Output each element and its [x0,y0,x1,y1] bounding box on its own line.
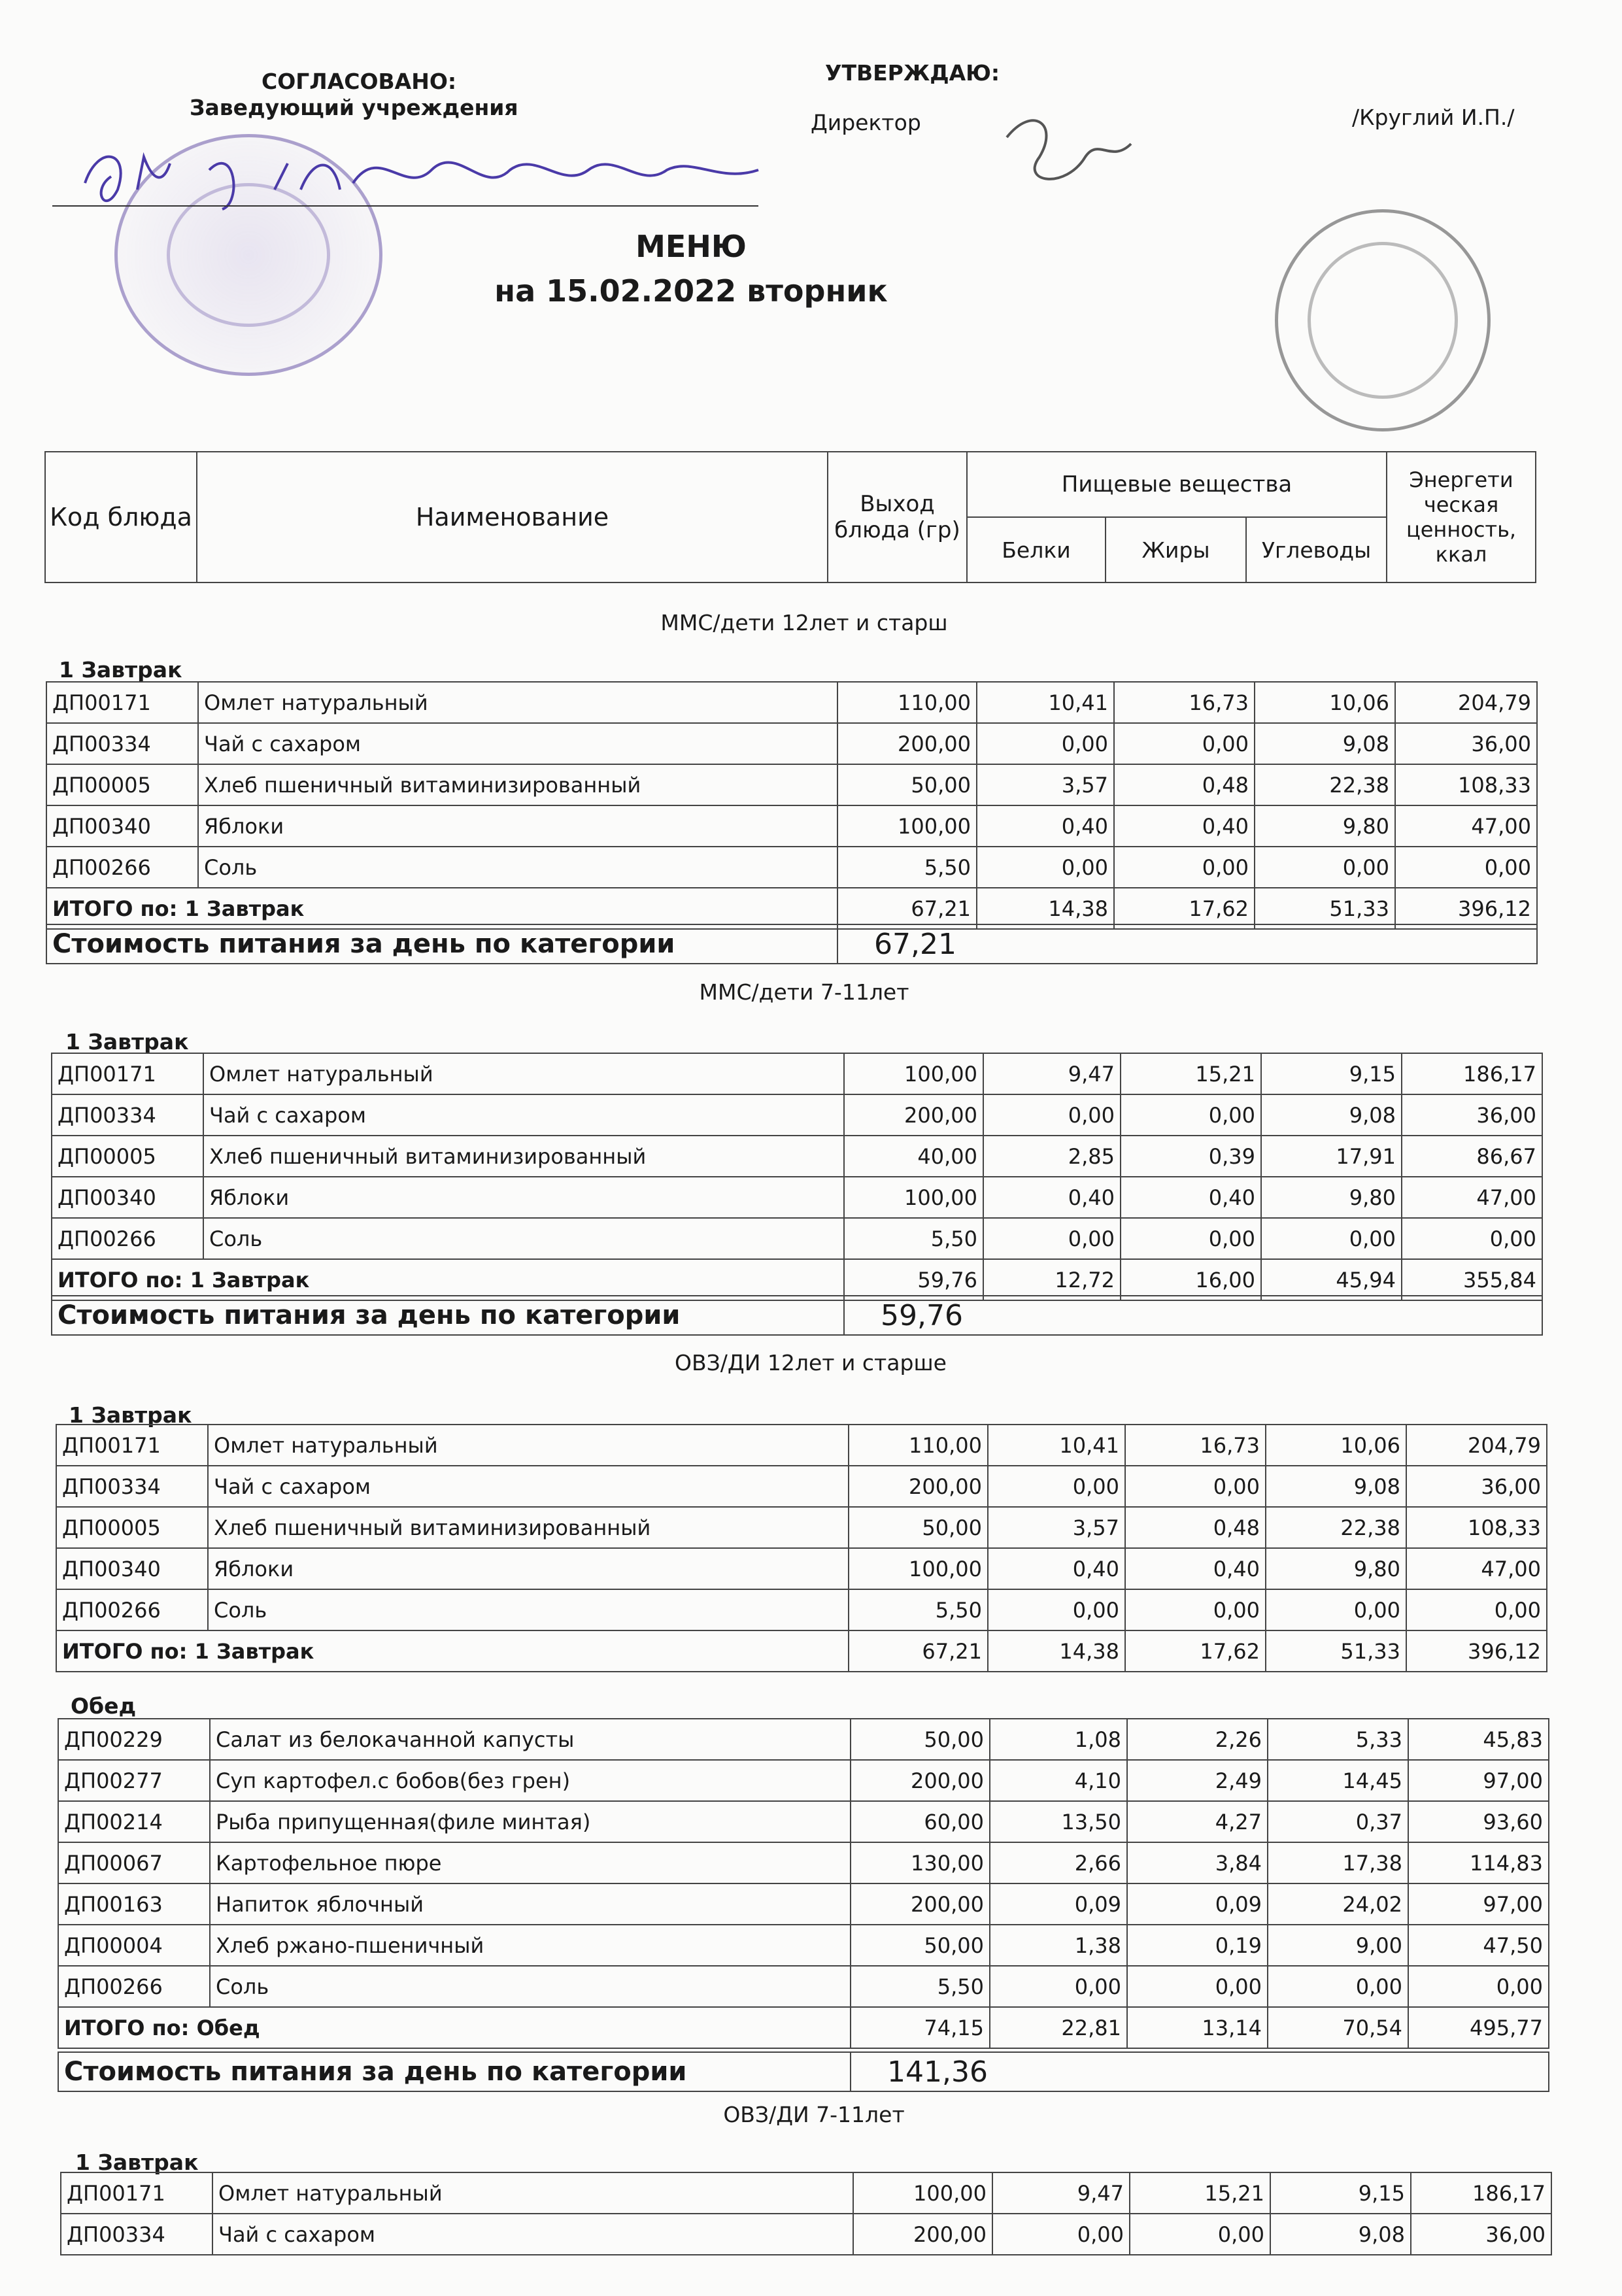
dish-energy: 204,79 [1406,1425,1547,1466]
cost-label: Стоимость питания за день по категории [52,1296,844,1335]
total-energy: 355,84 [1402,1259,1542,1300]
dish-fat: 2,26 [1127,1719,1268,1760]
total-fat: 13,14 [1127,2007,1268,2048]
dish-carbs: 0,37 [1268,1801,1408,1842]
confirm-label: УТВЕРЖДАЮ: [825,60,1000,86]
dish-yield: 100,00 [853,2172,992,2214]
dish-yield: 40,00 [844,1136,983,1177]
dish-yield: 200,00 [849,1466,988,1507]
total-label: ИТОГО по: 1 Завтрак [52,1259,844,1300]
dish-name: Яблоки [198,805,837,847]
total-row [46,888,1537,929]
table-row [46,847,1537,888]
dish-fat: 0,39 [1121,1136,1261,1177]
total-row [58,2007,1549,2048]
dish-energy: 204,79 [1395,682,1537,723]
dish-code: ДП00340 [46,805,198,847]
menu-table [58,1718,1549,2049]
section-rows [46,682,1537,929]
approved-role: Заведующий учреждения [190,95,518,120]
dish-fat: 0,19 [1127,1925,1268,1966]
dish-energy: 0,00 [1402,1218,1542,1259]
dish-protein: 9,47 [983,1053,1121,1094]
menu-table [46,681,1538,930]
dish-carbs: 9,80 [1255,805,1395,847]
dish-fat: 16,73 [1125,1425,1266,1466]
table-row [58,1760,1549,1801]
dish-carbs: 5,33 [1268,1719,1408,1760]
total-label: ИТОГО по: Обед [58,2007,851,2048]
dish-name: Чай с сахаром [198,723,837,764]
cost-label: Стоимость питания за день по категории [46,924,837,964]
cost-table [46,924,1538,964]
table-row [61,2214,1551,2255]
dish-protein: 0,40 [977,805,1114,847]
dish-protein: 2,66 [990,1842,1127,1883]
dish-energy: 47,00 [1406,1548,1547,1589]
dish-carbs: 9,08 [1270,2214,1411,2255]
dish-carbs: 9,00 [1268,1925,1408,1966]
cost-table [51,1295,1543,1336]
category-title: ОВЗ/ДИ 7-11лет [723,2102,905,2127]
menu-table [60,2172,1552,2255]
cost-value: 141,36 [851,2052,1549,2091]
dish-carbs: 9,08 [1261,1094,1402,1136]
table-row [46,764,1537,805]
dish-code: ДП00005 [52,1136,203,1177]
dish-code: ДП00171 [46,682,198,723]
table-row [61,2172,1551,2214]
total-label: ИТОГО по: 1 Завтрак [46,888,837,929]
dish-protein: 2,85 [983,1136,1121,1177]
dish-protein: 9,47 [992,2172,1130,2214]
page-title: МЕНЮ [635,229,747,264]
dish-code: ДП00163 [58,1883,210,1925]
dish-code: ДП00266 [52,1218,203,1259]
dish-carbs: 9,08 [1266,1466,1406,1507]
dish-name: Хлеб ржано-пшеничный [210,1925,851,1966]
dish-code: ДП00266 [58,1966,210,2007]
dish-energy: 108,33 [1395,764,1537,805]
dish-code: ДП00005 [46,764,198,805]
dish-energy: 0,00 [1406,1589,1547,1630]
dish-protein: 0,00 [977,847,1114,888]
dish-protein: 0,00 [983,1218,1121,1259]
dish-energy: 47,00 [1402,1177,1542,1218]
dish-carbs: 9,80 [1261,1177,1402,1218]
dish-yield: 130,00 [851,1842,990,1883]
dish-name: Хлеб пшеничный витаминизированный [198,764,837,805]
dish-code: ДП00005 [56,1507,208,1548]
cost-label: Стоимость питания за день по категории [58,2052,851,2091]
total-protein: 14,38 [988,1630,1125,1672]
dish-name: Рыба припущенная(филе минтая) [210,1801,851,1842]
total-protein: 12,72 [983,1259,1121,1300]
dish-protein: 4,10 [990,1760,1127,1801]
dish-fat: 15,21 [1121,1053,1261,1094]
total-energy: 396,12 [1406,1630,1547,1672]
section-rows [56,1425,1547,1672]
dish-yield: 60,00 [851,1801,990,1842]
total-yield: 74,15 [851,2007,990,2048]
dish-name: Хлеб пшеничный витаминизированный [208,1507,849,1548]
dish-yield: 110,00 [837,682,977,723]
dish-fat: 16,73 [1114,682,1255,723]
dish-fat: 4,27 [1127,1801,1268,1842]
dish-code: ДП00214 [58,1801,210,1842]
section-rows [61,2172,1551,2255]
dish-protein: 0,00 [990,1966,1127,2007]
dish-protein: 1,38 [990,1925,1127,1966]
col-yield-header: Выход блюда (гр) [828,452,967,582]
director-signature-icon [981,98,1151,229]
total-carbs: 51,33 [1255,888,1395,929]
dish-energy: 114,83 [1408,1842,1549,1883]
dish-energy: 108,33 [1406,1507,1547,1548]
dish-code: ДП00067 [58,1842,210,1883]
dish-fat: 0,40 [1114,805,1255,847]
director-role: Директор [811,110,921,135]
dish-yield: 200,00 [851,1760,990,1801]
category-title: ММС/дети 7-11лет [699,979,909,1005]
table-row [58,1842,1549,1883]
table-row [52,1136,1542,1177]
total-energy: 396,12 [1395,888,1537,929]
page-subtitle: на 15.02.2022 вторник [494,273,888,309]
dish-protein: 1,08 [990,1719,1127,1760]
dish-energy: 36,00 [1411,2214,1551,2255]
dish-fat: 0,00 [1114,723,1255,764]
table-row [56,1425,1547,1466]
dish-energy: 47,50 [1408,1925,1549,1966]
dish-fat: 0,00 [1125,1589,1266,1630]
dish-code: ДП00229 [58,1719,210,1760]
dish-name: Картофельное пюре [210,1842,851,1883]
dish-fat: 0,40 [1121,1177,1261,1218]
total-row [56,1630,1547,1672]
dish-fat: 0,00 [1127,1966,1268,2007]
menu-table [51,1053,1543,1301]
dish-carbs: 9,80 [1266,1548,1406,1589]
cost-value: 67,21 [837,924,1537,964]
dish-carbs: 0,00 [1268,1966,1408,2007]
dish-protein: 13,50 [990,1801,1127,1842]
dish-yield: 200,00 [837,723,977,764]
menu-table [56,1424,1547,1672]
dish-energy: 36,00 [1406,1466,1547,1507]
total-carbs: 45,94 [1261,1259,1402,1300]
dish-energy: 186,17 [1411,2172,1551,2214]
approved-label: СОГЛАСОВАНО: [262,69,457,94]
total-row [52,1259,1542,1300]
dish-carbs: 0,00 [1266,1589,1406,1630]
dish-name: Яблоки [208,1548,849,1589]
table-row [46,723,1537,764]
dish-energy: 86,67 [1402,1136,1542,1177]
dish-code: ДП00266 [56,1589,208,1630]
dish-fat: 0,40 [1125,1548,1266,1589]
dish-yield: 50,00 [851,1719,990,1760]
dish-carbs: 10,06 [1266,1425,1406,1466]
dish-fat: 0,00 [1125,1466,1266,1507]
dish-code: ДП00171 [61,2172,212,2214]
dish-name: Соль [208,1589,849,1630]
total-yield: 67,21 [837,888,977,929]
dish-code: ДП00004 [58,1925,210,1966]
dish-energy: 36,00 [1395,723,1537,764]
total-carbs: 70,54 [1268,2007,1408,2048]
dish-yield: 200,00 [853,2214,992,2255]
dish-name: Омлет натуральный [198,682,837,723]
dish-code: ДП00171 [52,1053,203,1094]
dish-name: Суп картофел.с бобов(без грен) [210,1760,851,1801]
dish-carbs: 9,15 [1261,1053,1402,1094]
dish-name: Омлет натуральный [203,1053,844,1094]
total-protein: 14,38 [977,888,1114,929]
dish-carbs: 17,38 [1268,1842,1408,1883]
section-rows [58,1719,1549,2048]
dish-name: Салат из белокачанной капусты [210,1719,851,1760]
dish-fat: 15,21 [1130,2172,1270,2214]
meal-title: 1 Завтрак [59,657,182,683]
total-label: ИТОГО по: 1 Завтрак [56,1630,849,1672]
total-carbs: 51,33 [1266,1630,1406,1672]
table-row [56,1548,1547,1589]
dish-yield: 100,00 [837,805,977,847]
dish-yield: 200,00 [851,1883,990,1925]
dish-code: ДП00334 [61,2214,212,2255]
dish-yield: 100,00 [849,1548,988,1589]
dish-protein: 10,41 [977,682,1114,723]
table-row [58,1719,1549,1760]
dish-yield: 200,00 [844,1094,983,1136]
dish-code: ДП00266 [46,847,198,888]
table-row [58,1801,1549,1842]
col-fat-header: Жиры [1106,517,1246,582]
meal-title: 1 Завтрак [65,1029,189,1055]
dish-yield: 5,50 [851,1966,990,2007]
dish-name: Чай с сахаром [203,1094,844,1136]
table-row [58,1966,1549,2007]
dish-name: Омлет натуральный [208,1425,849,1466]
cost-table [58,2051,1549,2092]
dish-name: Омлет натуральный [212,2172,853,2214]
table-row [52,1094,1542,1136]
dish-fat: 0,48 [1114,764,1255,805]
dish-yield: 5,50 [844,1218,983,1259]
dish-energy: 47,00 [1395,805,1537,847]
col-name-header: Наименование [197,452,828,582]
dish-code: ДП00171 [56,1425,208,1466]
table-row [58,1925,1549,1966]
table-row [46,682,1537,723]
dish-yield: 5,50 [849,1589,988,1630]
dish-energy: 186,17 [1402,1053,1542,1094]
table-row [46,805,1537,847]
dish-energy: 97,00 [1408,1883,1549,1925]
total-fat: 17,62 [1114,888,1255,929]
dish-carbs: 17,91 [1261,1136,1402,1177]
cost-value: 59,76 [844,1296,1542,1335]
dish-yield: 50,00 [849,1507,988,1548]
dish-carbs: 24,02 [1268,1883,1408,1925]
meal-title: 1 Завтрак [69,1402,192,1428]
dish-name: Соль [203,1218,844,1259]
total-yield: 59,76 [844,1259,983,1300]
dish-code: ДП00340 [52,1177,203,1218]
dish-protein: 0,00 [988,1466,1125,1507]
total-energy: 495,77 [1408,2007,1549,2048]
dish-energy: 45,83 [1408,1719,1549,1760]
dish-fat: 2,49 [1127,1760,1268,1801]
dish-name: Чай с сахаром [208,1466,849,1507]
table-row [56,1589,1547,1630]
dish-protein: 0,40 [983,1177,1121,1218]
meal-title: 1 Завтрак [75,2150,199,2175]
section-rows [52,1053,1542,1300]
dish-protein: 3,57 [988,1507,1125,1548]
dish-name: Соль [210,1966,851,2007]
dish-protein: 3,57 [977,764,1114,805]
total-fat: 16,00 [1121,1259,1261,1300]
dish-energy: 36,00 [1402,1094,1542,1136]
dish-yield: 50,00 [851,1925,990,1966]
table-row [52,1053,1542,1094]
col-code-header: Код блюда [45,452,197,582]
total-protein: 22,81 [990,2007,1127,2048]
dish-protein: 0,00 [977,723,1114,764]
dish-code: ДП00334 [52,1094,203,1136]
dish-carbs: 9,15 [1270,2172,1411,2214]
table-row [56,1466,1547,1507]
dish-fat: 0,00 [1114,847,1255,888]
dish-yield: 100,00 [844,1053,983,1094]
director-stamp-inner-icon [1308,242,1458,399]
dish-energy: 0,00 [1408,1966,1549,2007]
dish-protein: 0,09 [990,1883,1127,1925]
dish-fat: 0,09 [1127,1883,1268,1925]
total-yield: 67,21 [849,1630,988,1672]
dish-code: ДП00277 [58,1760,210,1801]
dish-carbs: 0,00 [1255,847,1395,888]
total-fat: 17,62 [1125,1630,1266,1672]
dish-name: Соль [198,847,837,888]
category-title: ОВЗ/ДИ 12лет и старше [675,1350,947,1376]
dish-energy: 93,60 [1408,1801,1549,1842]
dish-name: Напиток яблочный [210,1883,851,1925]
col-nutrients-header: Пищевые вещества [967,452,1387,517]
dish-yield: 50,00 [837,764,977,805]
dish-protein: 0,40 [988,1548,1125,1589]
dish-carbs: 14,45 [1268,1760,1408,1801]
approval-signature-path [85,157,758,209]
table-row [52,1177,1542,1218]
dish-energy: 0,00 [1395,847,1537,888]
dish-protein: 10,41 [988,1425,1125,1466]
dish-fat: 3,84 [1127,1842,1268,1883]
dish-protein: 0,00 [988,1589,1125,1630]
dish-code: ДП00334 [56,1466,208,1507]
director-name: /Круглий И.П./ [1352,105,1515,130]
dish-name: Яблоки [203,1177,844,1218]
col-carbs-header: Углеводы [1246,517,1387,582]
dish-protein: 0,00 [983,1094,1121,1136]
dish-fat: 0,00 [1130,2214,1270,2255]
meal-title: Обед [71,1693,137,1719]
col-energy-header: Энергети ческая ценность, ккал [1387,452,1536,582]
table-row [52,1218,1542,1259]
dish-yield: 5,50 [837,847,977,888]
dish-fat: 0,48 [1125,1507,1266,1548]
col-protein-header: Белки [967,517,1106,582]
dish-yield: 110,00 [849,1425,988,1466]
director-signature-path [1007,120,1131,179]
column-header-table [44,451,1536,583]
table-row [56,1507,1547,1548]
dish-carbs: 22,38 [1255,764,1395,805]
dish-code: ДП00340 [56,1548,208,1589]
dish-carbs: 22,38 [1266,1507,1406,1548]
dish-fat: 0,00 [1121,1218,1261,1259]
dish-yield: 100,00 [844,1177,983,1218]
dish-fat: 0,00 [1121,1094,1261,1136]
dish-energy: 97,00 [1408,1760,1549,1801]
table-row [58,1883,1549,1925]
category-title: ММС/дети 12лет и старш [660,610,948,635]
dish-carbs: 10,06 [1255,682,1395,723]
dish-protein: 0,00 [992,2214,1130,2255]
dish-code: ДП00334 [46,723,198,764]
dish-carbs: 9,08 [1255,723,1395,764]
dish-name: Чай с сахаром [212,2214,853,2255]
dish-carbs: 0,00 [1261,1218,1402,1259]
dish-name: Хлеб пшеничный витаминизированный [203,1136,844,1177]
